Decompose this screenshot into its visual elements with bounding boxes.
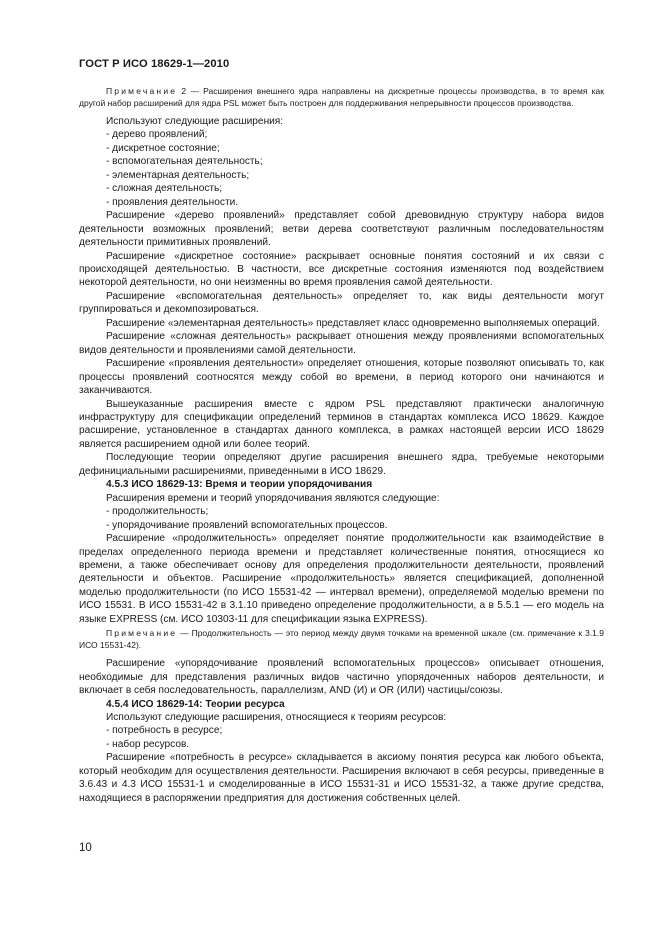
list-item: - вспомогательная деятельность; <box>106 156 263 168</box>
list-item: - потребность в ресурсе; <box>106 725 223 737</box>
list-item: - сложная деятельность; <box>106 183 223 195</box>
section-intro: Расширения времени и теорий упорядочивания являются следующие: <box>106 492 440 504</box>
section-intro: Используют следующие расширения, относящиеся к теориям ресурсов: <box>106 712 447 724</box>
document-header: ГОСТ Р ИСО 18629-1—2010 <box>79 58 230 70</box>
list-item: - набор ресурсов. <box>106 738 190 750</box>
list-intro: Используют следующие расширения: <box>106 116 284 127</box>
paragraph: Расширение «дискретное состояние» раскрывает основные понятия состояний и их связи с происходящей деятельностью. В частности, все дискретные состояния изменяются под воздействием некоторой деятельности, но они неизменны во время проявления самой деятельности. <box>79 250 604 289</box>
paragraph: Расширение «элементарная деятельность» представляет класс одновременно выполняемых операций. <box>106 317 600 329</box>
note-label: Примечание <box>106 86 178 96</box>
extensions-list <box>79 128 604 209</box>
section-heading-4-5-3: 4.5.3 ИСО 18629-13: Время и теории упорядочивания <box>106 479 373 491</box>
note-text: 2 — Расширения внешнего ядра направлены на дискретные процессы производства, в то время как другой набор расширений для ядра PSL может быть построен для поддерживания непрерывности процессов производства. <box>79 86 604 108</box>
paragraph: Расширение «продолжительность» определяет понятие продолжительности как взаимодействие в пределах определенного периода времени и представляет количественные понятия, относящиеся ко времени, а также обеспечивает основу для определения продолжительности деятельности, проявлений деятельности и объектов. Расширение «продолжительность» является спецификацией, дополненной моделью продолжительности (по ИСО 15531-42 — интервал времени), определяемой моделью времени по ИСО 15531. В ИСО 15531-42 в 3.1.10 приведено определение продолжительности, а в 5.5.1 — его модель на языке EXPRESS (см. ИСО 10303-11 для спецификации языка EXPRESS). <box>79 533 604 625</box>
note-label: Примечание <box>106 628 178 639</box>
paragraph: Расширение «проявления деятельности» определяет отношения, которые позволяют описывать то, как процессы проявлений соотносятся между собой во времени, в период которого они начинаются и заканчиваются. <box>79 358 604 397</box>
list-item: - проявления деятельности. <box>106 196 239 208</box>
list-item: - дерево проявлений; <box>106 129 208 141</box>
list-item: - элементарная деятельность; <box>106 169 250 181</box>
list-item: - упорядочивание проявлений вспомогательных процессов. <box>106 519 388 531</box>
paragraph: Последующие теории определяют другие расширения внешнего ядра, требуемые некоторыми дефинициальными расширениями, приведенными в ИСО 18629. <box>79 452 604 477</box>
note-2 <box>79 86 604 109</box>
section-heading-4-5-4: 4.5.4 ИСО 18629-14: Теории ресурса <box>106 698 285 710</box>
time-theories-list <box>79 505 604 532</box>
paragraph: Расширение «сложная деятельность» раскрывает отношения между проявлениями вспомогательных видов деятельности и проявлениями самой деятельности. <box>79 331 604 356</box>
paragraph: Расширение «вспомогательная деятельность» определяет то, как виды деятельности могут группироваться и декомпозироваться. <box>79 290 604 316</box>
resource-theories-list <box>79 724 604 751</box>
paragraph: Расширение «дерево проявлений» представляет собой древовидную структуру набора видов деятельности возможных проявлений; ветви дерева соответствуют различным последовательностям деятельности примитивных проявлений. <box>79 210 604 249</box>
note <box>79 628 604 651</box>
list-item: - дискретное состояние; <box>106 142 220 154</box>
page-content <box>79 86 604 805</box>
paragraph: Расширение «потребность в ресурсе» складывается в аксиому понятия ресурса как любого объекта, который необходим для осуществления деятельности. Расширения включают в себя ресурсы, приведенные в 3.6.43 и 4.3 ИСО 15531-1 и смоделированные в ИСО 15531-31 и ИСО 15531-32, а также другие средства, находящиеся в распоряжении предприятия для достижения собственных целей. <box>79 752 604 804</box>
paragraph: Расширение «упорядочивание проявлений вспомогательных процессов» описывает отношения, необходимые для представления различных видов частично упорядоченных наборов деятельности, и включает в себя последовательность, параллелизм, AND (И) и OR (ИЛИ) частицы/союзы. <box>79 658 604 697</box>
page-number: 10 <box>79 842 92 854</box>
note-text: — Продолжительность — это период между двумя точками на временной шкале (см. примечание к 3.1.9 ИСО 15531-42). <box>79 628 604 650</box>
paragraph: Вышеуказанные расширения вместе с ядром PSL представляют практически аналогичную инфраструктуру для спецификации определений терминов в стандартах комплекса ИСО 18629. Каждое расширение, установленное в стандартах данного комплекса, в рамках настоящей версии ИСО 18629 является расширением одной или более теорий. <box>79 398 604 450</box>
list-item: - продолжительность; <box>106 506 209 518</box>
